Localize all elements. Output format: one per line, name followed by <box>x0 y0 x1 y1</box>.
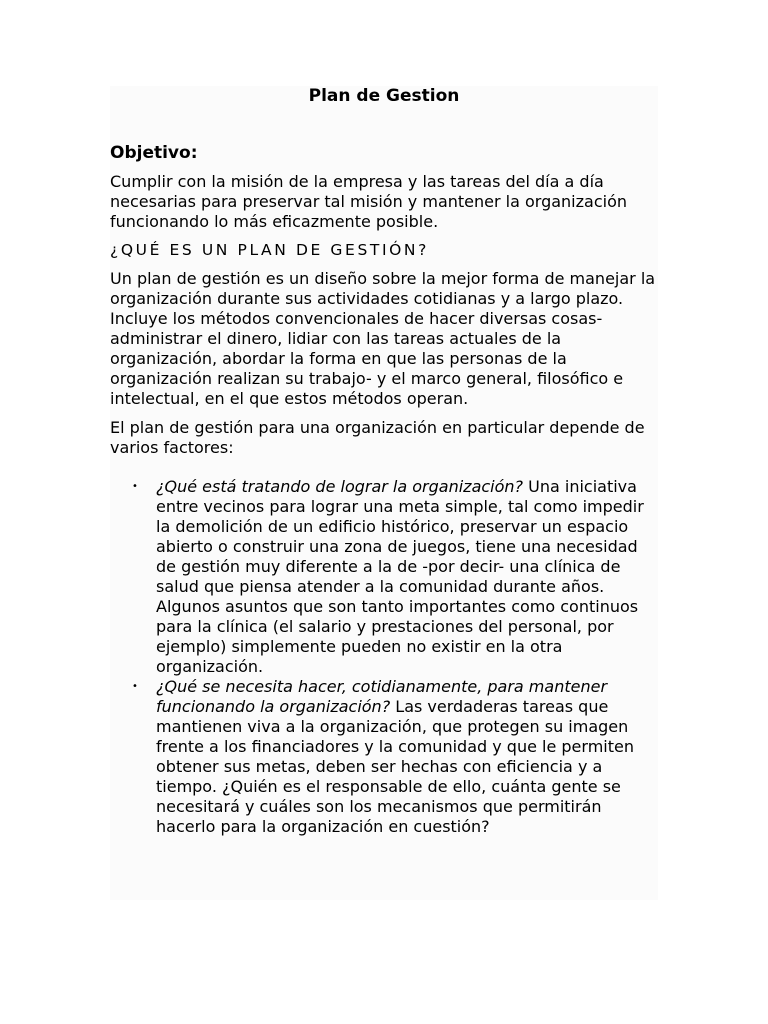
bullet-icon: • <box>132 681 138 692</box>
factor-question: ¿Qué está tratando de lograr la organización? <box>156 477 524 496</box>
factors-intro-paragraph: El plan de gestión para una organización en particular depende de varios factores: <box>110 418 645 457</box>
objective-paragraph: Cumplir con la misión de la empresa y las tareas del día a día necesarias para preservar tal misión y mantener la organización funcionando lo más eficazmente posible. <box>110 172 627 231</box>
objective-heading: Objetivo: <box>110 143 198 163</box>
factors-list <box>110 477 658 837</box>
definition-paragraph: Un plan de gestión es un diseño sobre la mejor forma de manejar la organización durante sus actividades cotidianas y a largo plazo. Incluye los métodos convencionales de hacer diversas cosas- administrar el dinero, lidiar con las tareas actuales de la organización, abordar la forma en que las personas de la organización realizan su trabajo- y el marco general, filosófico e intelectual, en el que estos métodos operan. <box>110 269 656 408</box>
section-heading: ¿QUÉ ES UN PLAN DE GESTIÓN? <box>110 241 429 259</box>
list-item <box>110 677 658 837</box>
factor-text: Una iniciativa entre vecinos para lograr una meta simple, tal como impedir la demolición de un edificio histórico, preservar un espacio abierto o construir una zona de juegos, tiene una necesidad de gestión muy diferente a la de -por decir- una clínica de salud que piensa atender a la comunidad durante años. Algunos asuntos que son tanto importantes como continuos para la clínica (el salario y prestaciones del personal, por ejemplo) simplemente pueden no existir en la otra organización. <box>156 477 644 676</box>
factor-text: Las verdaderas tareas que mantienen viva a la organización, que protegen su imagen frente a los financiadores y la comunidad y que le permiten obtener sus metas, deben ser hechas con eficiencia y a tiempo. ¿Quién es el responsable de ello, cuánta gente se necesitará y cuáles son los mecanismos que permitirán hacerlo para la organización en cuestión? <box>156 697 634 836</box>
document-page <box>110 86 658 900</box>
list-item <box>110 477 658 677</box>
bullet-icon: • <box>132 481 138 492</box>
document-title: Plan de Gestion <box>308 86 460 106</box>
factor-question: ¿Qué se necesita hacer, cotidianamente, para mantener funcionando la organización? <box>156 677 608 716</box>
